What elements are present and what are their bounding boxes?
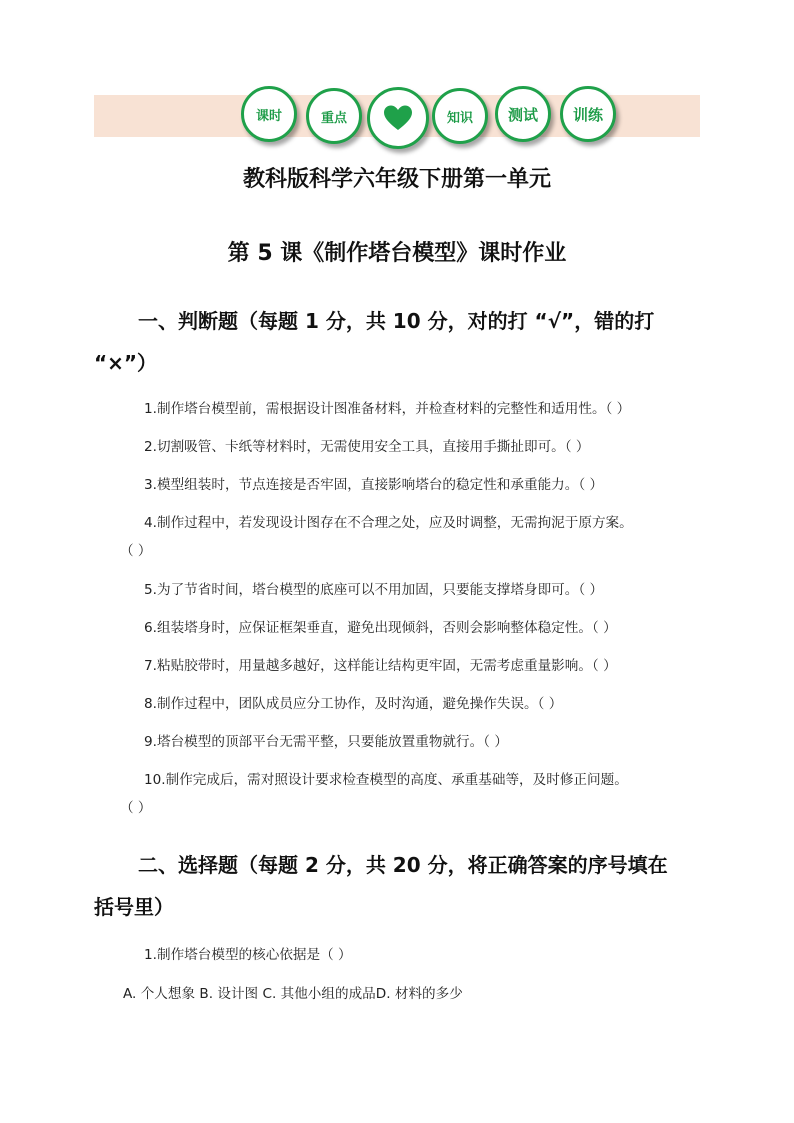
doc-title-unit: 教科版科学六年级下册第一单元 bbox=[242, 167, 551, 192]
choice-question-1-text: 1.制作塔台模型的核心依据是（ ） bbox=[144, 947, 352, 963]
badge-zhongdian: 重点 bbox=[306, 88, 362, 144]
question-4 bbox=[94, 509, 706, 565]
badge-zhishi: 知识 bbox=[432, 88, 488, 144]
question-1 bbox=[94, 395, 706, 423]
question-4-text: 4.制作过程中，若发现设计图存在不合理之处，应及时调整，无需拘泥于原方案。 bbox=[144, 515, 633, 531]
section2-heading-line1: 二、选择题（每题 2 分，共 20 分，将正确答案的序号填在 bbox=[138, 853, 668, 877]
question-4-blank: （ ） bbox=[120, 543, 152, 559]
question-6 bbox=[94, 614, 706, 642]
question-2-text: 2.切割吸管、卡纸等材料时，无需使用安全工具，直接用手撕扯即可。（ ） bbox=[144, 439, 590, 455]
question-5 bbox=[94, 576, 706, 604]
heart-icon bbox=[384, 105, 412, 131]
question-10-text: 10.制作完成后，需对照设计要求检查模型的高度、承重基础等，及时修正问题。 bbox=[144, 772, 628, 788]
choice-question-1 bbox=[94, 941, 706, 969]
section1-heading-line2: “×”） bbox=[94, 351, 158, 375]
badge-ceshi: 测试 bbox=[495, 86, 551, 142]
header-badges bbox=[0, 0, 794, 160]
question-2 bbox=[94, 433, 706, 461]
doc-title-lesson: 第 5 课《制作塔台模型》课时作业 bbox=[227, 241, 567, 266]
question-8-text: 8.制作过程中，团队成员应分工协作，及时沟通，避免操作失误。（ ） bbox=[144, 696, 563, 712]
question-3 bbox=[94, 471, 706, 499]
question-7-text: 7.粘贴胶带时，用量越多越好，这样能让结构更牢固，无需考虑重量影响。（ ） bbox=[144, 658, 617, 674]
section2-heading-line2: 括号里） bbox=[94, 895, 174, 919]
question-7 bbox=[94, 652, 706, 680]
heart-badge bbox=[367, 87, 429, 149]
badge-keshi: 课时 bbox=[241, 86, 297, 142]
choice-question-1-options: A. 个人想象 B. 设计图 C. 其他小组的成品D. 材料的多少 bbox=[123, 986, 463, 1002]
question-10-blank: （ ） bbox=[120, 800, 152, 816]
section1-heading bbox=[94, 300, 704, 384]
question-5-text: 5.为了节省时间，塔台模型的底座可以不用加固，只要能支撑塔身即可。（ ） bbox=[144, 582, 604, 598]
section1-heading-line1: 一、判断题（每题 1 分，共 10 分，对的打 “√”，错的打 bbox=[138, 309, 655, 333]
question-8 bbox=[94, 690, 706, 718]
section2-heading bbox=[94, 844, 704, 928]
question-9 bbox=[94, 728, 706, 756]
question-9-text: 9.塔台模型的顶部平台无需平整，只要能放置重物就行。（ ） bbox=[144, 734, 508, 750]
question-3-text: 3.模型组装时，节点连接是否牢固，直接影响塔台的稳定性和承重能力。（ ） bbox=[144, 477, 604, 493]
question-10 bbox=[94, 766, 706, 822]
badge-xunlian: 训练 bbox=[560, 86, 616, 142]
question-6-text: 6.组装塔身时，应保证框架垂直，避免出现倾斜，否则会影响整体稳定性。（ ） bbox=[144, 620, 617, 636]
question-1-text: 1.制作塔台模型前，需根据设计图准备材料，并检查材料的完整性和适用性。（ ） bbox=[144, 401, 631, 417]
